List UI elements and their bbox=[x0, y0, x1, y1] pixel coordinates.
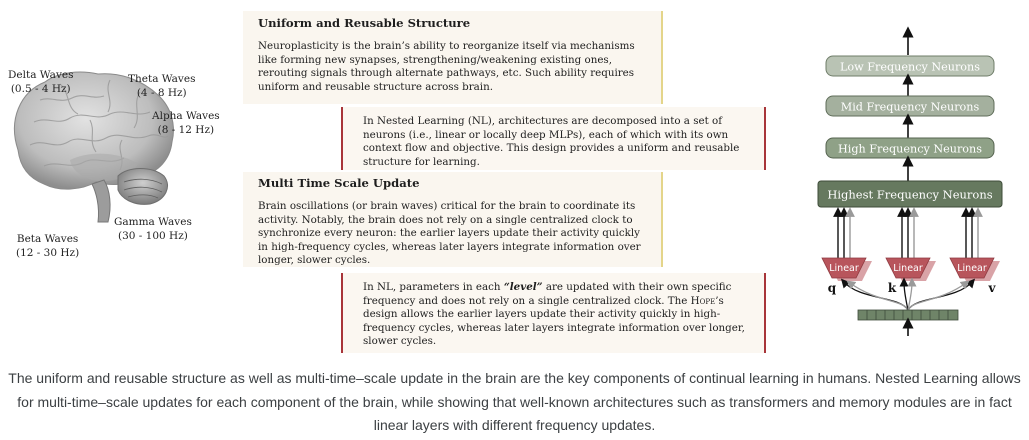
brain-stem bbox=[92, 180, 110, 222]
figure-caption: The uniform and reusable structure as well as multi-time–scale update in the brain are the key components of continual learning in humans. Nested Learning allows for multi-time–scale updates for each component of the brain, while showing that well-known architectures such as transformers and memory modules are in fact linear layers with different frequency updates. bbox=[8, 370, 1021, 433]
uniform-structure-body: Neuroplasticity is the brain’s ability to reorganize itself via mechanisms like forming new synapses, strengthening/weakening existing ones, rerouting signals through alternate pathways, etc. Such ability requires uniform and reusable structure across brain. bbox=[258, 40, 635, 93]
nl-multiscale-note-box bbox=[341, 273, 766, 353]
neuron-mid-label: Mid Frequency Neurons bbox=[840, 100, 980, 114]
linear-q bbox=[822, 258, 872, 295]
level-emphasis: “level” bbox=[503, 281, 543, 293]
architecture-diagram bbox=[800, 0, 1029, 345]
linear-q-label: Linear bbox=[829, 263, 859, 274]
k-label: k bbox=[887, 281, 897, 295]
q-label: q bbox=[827, 281, 837, 295]
neuron-highest-label: Highest Frequency Neurons bbox=[827, 187, 993, 202]
linear-k-label: Linear bbox=[893, 263, 923, 274]
v-label: v bbox=[988, 281, 996, 295]
nl-multiscale-note: In NL, parameters in each “level” are updated with their own specific frequency and does not rely on a single centralized clock. The Hope’s design allows the earlier layers update their activity quickly in high-frequency cycles, whereas later layers integrate information over longer, slower cycles. bbox=[363, 281, 745, 348]
multi-time-scale-body: Brain oscillations (or brain waves) critical for the brain to coordinate its activity. Notably, the brain does not rely on a single centralized clock to synchronize every neuron: the earlier layers update their activity quickly in high-frequency cycles, whereas later layers integrate information over longer, slower cycles. bbox=[258, 200, 641, 267]
brain-illustration bbox=[0, 0, 240, 270]
hope-name: Hope bbox=[690, 294, 716, 307]
gamma-wave-label: Gamma Waves (30 - 100 Hz) bbox=[114, 216, 192, 242]
uniform-structure-box bbox=[243, 11, 663, 104]
linear-v bbox=[950, 258, 1000, 295]
uniform-structure-title: Uniform and Reusable Structure bbox=[258, 16, 471, 30]
neuron-high-label: High Frequency Neurons bbox=[838, 142, 982, 156]
neuron-low bbox=[826, 56, 994, 76]
cerebellum bbox=[118, 169, 168, 205]
linear-v-label: Linear bbox=[957, 263, 987, 274]
architecture-svg bbox=[800, 0, 1029, 345]
multi-time-scale-box bbox=[243, 172, 663, 267]
neuron-low-label: Low Frequency Neurons bbox=[839, 60, 981, 74]
delta-wave-label: Delta Waves (0.5 - 4 Hz) bbox=[8, 69, 74, 95]
neuron-mid bbox=[826, 96, 994, 116]
alpha-wave-label: Alpha Waves (8 - 12 Hz) bbox=[152, 110, 220, 136]
input-tokens bbox=[858, 310, 958, 320]
beta-wave-label: Beta Waves (12 - 30 Hz) bbox=[16, 233, 80, 259]
neuron-high bbox=[826, 138, 994, 158]
neuron-highest bbox=[818, 181, 1002, 207]
nl-uniform-note-box bbox=[341, 107, 766, 170]
theta-wave-label: Theta Waves (4 - 8 Hz) bbox=[128, 73, 196, 99]
multi-time-scale-title: Multi Time Scale Update bbox=[258, 176, 420, 190]
nl-uniform-note: In Nested Learning (NL), architectures are decomposed into a set of neurons (i.e., linear or locally deep MLPs), each of which with its own context flow and objective. This design provides a uniform and reusable structure for learning. bbox=[363, 115, 740, 168]
